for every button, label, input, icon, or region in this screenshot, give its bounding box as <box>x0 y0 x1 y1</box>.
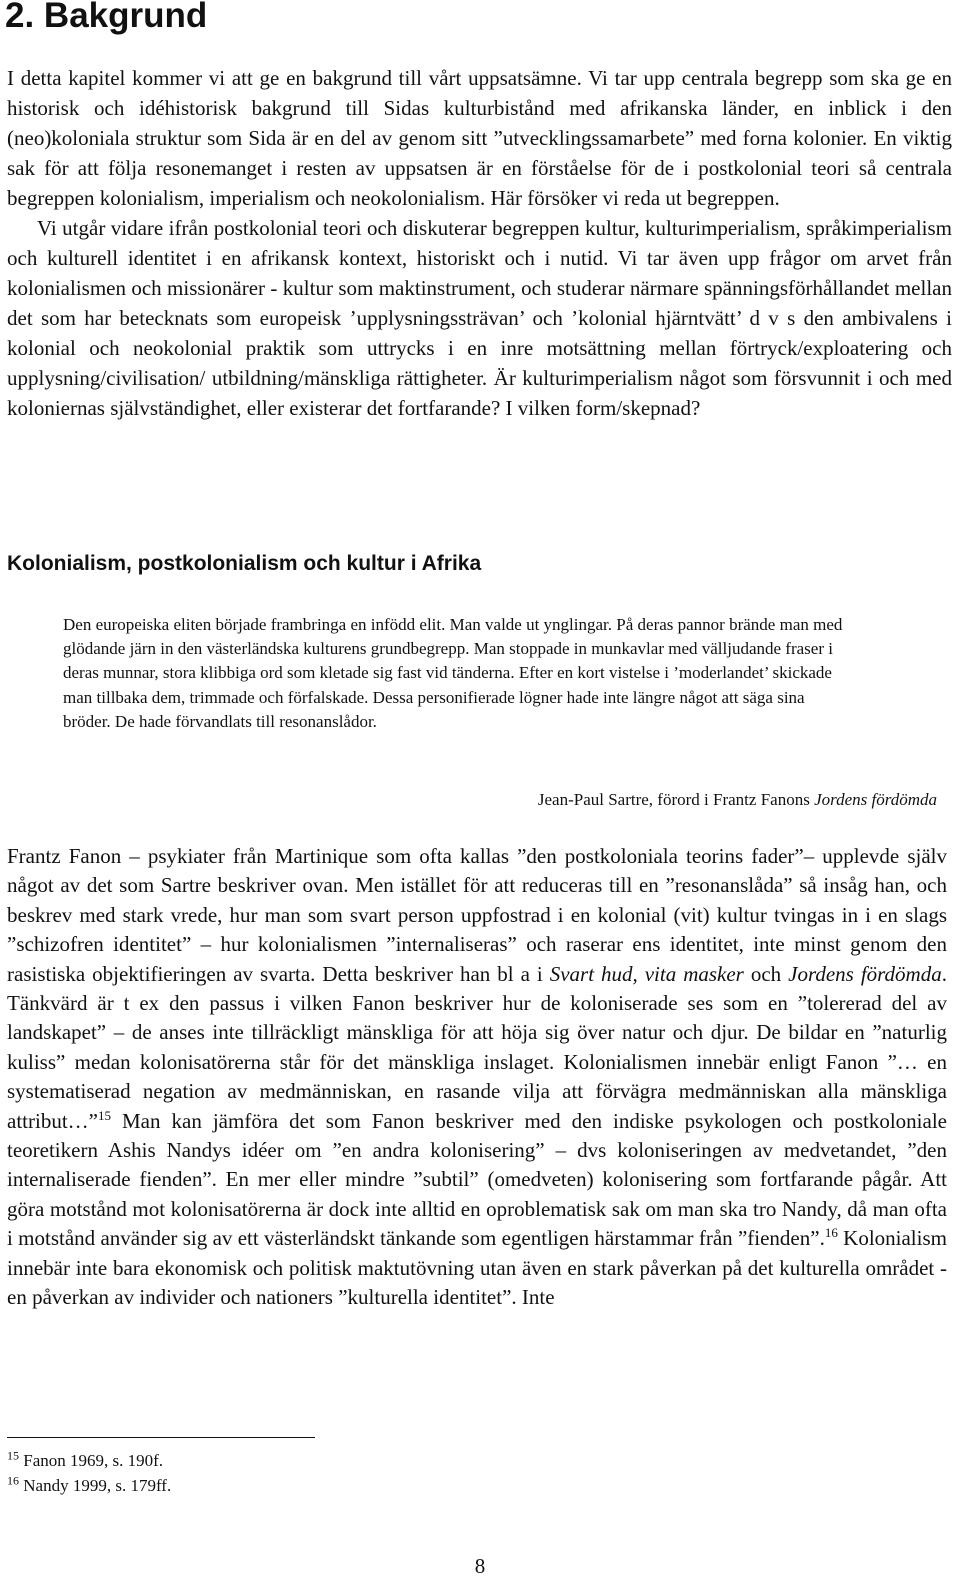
chapter-heading: 2. Bakgrund <box>5 0 208 35</box>
intro-paragraph-2: Vi utgår vidare ifrån postkolonial teori och diskuterar begreppen kultur, kulturimperialism, språkimperialism och kulturell identitet i en afrikansk kontext, historiskt och i nutid. Vi tar även upp frågor om arvet från kolonialismen och missionärer - kultur som maktinstrument, och studerar närmare spänningsförhållandet mellan det som har betecknats som europeisk ’upplysningssträvan’ och ’kolonial hjärntvätt’ d v s den ambivalens i kolonial och neokolonial praktik som uttrycks i en inre motsättning mellan förtryck/exploatering och upplysning/civilisation/ utbildning/mänskliga rättigheter. Är kulturimperialism något som försvunnit i och med koloniernas självständighet, eller existerar det fortfarande? I vilken form/skepnad? <box>7 216 952 420</box>
page-number: 8 <box>474 1554 486 1578</box>
footnotes <box>7 1448 507 1498</box>
body-paragraph <box>7 842 947 1313</box>
book-title-jordens-fordomda: Jordens fördömda <box>788 961 942 986</box>
quote-attribution <box>538 788 937 812</box>
book-title-svart-hud: Svart hud, vita masker <box>549 961 744 986</box>
intro-paragraph-1: I detta kapitel kommer vi att ge en bakgrund till vårt uppsatsämne. Vi tar upp centrala begrepp som ska ge en historisk och idéhistorisk bakgrund till Sidas kulturbistånd med afrikanska länder, en inblick i den (neo)koloniala struktur som Sida är en del av genom sitt ”utvecklingssamarbete” med forna kolonier. En viktig sak för att följa resonemanget i resten av uppsatsen är en förståelse för de i postkolonial teori så centrala begreppen kolonialism, imperialism och neokolonialism. Här försöker vi reda ut begreppen. <box>7 66 952 210</box>
body-text-5: Kolonialism innebär inte bara ekonomisk och politisk maktutövning utan även en stark påverkan på det kulturella området - en påverkan av individer och nationers ”kulturella identitet”. Inte <box>7 1226 947 1310</box>
footnote-number: 15 <box>7 1448 19 1463</box>
body-text-2: och <box>743 961 789 986</box>
body-text-4: Man kan jämföra det som Fanon beskriver med den indiske psykologen och postkoloniale teoretikern Ashis Nandys idéer om ”en andra kolonisering” – dvs koloniseringen av medvetandet, ”den internaliserade fienden”. En mer eller mindre ”subtil” (omedveten) kolonisering som fortfarande pågår. Att göra motstånd mot kolonisatörerna är dock inte alltid en oproblematisk sak om man ska tro Nandy, då man ofta i motstånd använder sig av ett västerländskt tänkande som egentligen härstammar från ”fienden”. <box>7 1108 947 1251</box>
footnote-15 <box>7 1448 507 1473</box>
attribution-text: Jean-Paul Sartre, förord i Frantz Fanons <box>537 790 815 809</box>
attribution-book-title: Jordens fördömda <box>814 790 937 809</box>
body-text-3: . Tänkvärd är t ex den passus i vilken Fanon beskriver hur de koloniserade ses som en ”tolererad del av landskapet” – de anses inte tillräckligt mänskliga för att höja sig över natur och djur. De bildar en ”naturlig kuliss” medan kolonisatörerna står för det mänskliga inslaget. Kolonialismen innebär enligt Fanon ”… en systematiserad negation av medmänniskan, en rasande vilja att förvägra medmänniskan alla mänskliga attribut…” <box>7 961 947 1133</box>
footnote-ref-16: 16 <box>824 1225 838 1241</box>
footnote-ref-15: 15 <box>97 1107 111 1123</box>
footnote-16 <box>7 1473 507 1498</box>
section-heading: Kolonialism, postkolonialism och kultur i Afrika <box>7 552 482 575</box>
block-quote: Den europeiska eliten började frambringa en infödd elit. Man valde ut ynglingar. På deras pannor brände man med glödande järn in den västerländska kulturens grundbegrepp. Man stoppade in munkavlar med välljudande fraser i deras munnar, stora klibbiga ord som kletade sig fast vid tänderna. Efter en kort vistelse i ’moderlandet’ skickade man tillbaka dem, trimmade och förfalskade. Dessa personifierade lögner hade inte längre något att säga sina bröder. De hade förvandlats till resonanslådor. <box>63 615 843 731</box>
intro-section <box>7 63 952 423</box>
footnote-text: Nandy 1999, s. 179ff. <box>19 1476 172 1495</box>
footnote-text: Fanon 1969, s. 190f. <box>19 1451 164 1470</box>
footnote-number: 16 <box>7 1473 19 1488</box>
footnote-divider <box>7 1437 315 1438</box>
body-text-1: Frantz Fanon – psykiater från Martinique som ofta kallas ”den postkoloniala teorins fader”– upplevde själv något av det som Sartre beskriver ovan. Men istället för att reduceras till en ”resonanslåda” så insåg han, och beskrev med stark vrede, hur man som svart person uppfostrad i en kolonial (vit) kultur tvingas in i en slags ”schizofren identitet” – hur kolonialismen ”internaliseras” och raserar ens identitet, inte minst genom den rasistiska objektifieringen av svarta. Detta beskriver han bl a i <box>7 844 947 986</box>
